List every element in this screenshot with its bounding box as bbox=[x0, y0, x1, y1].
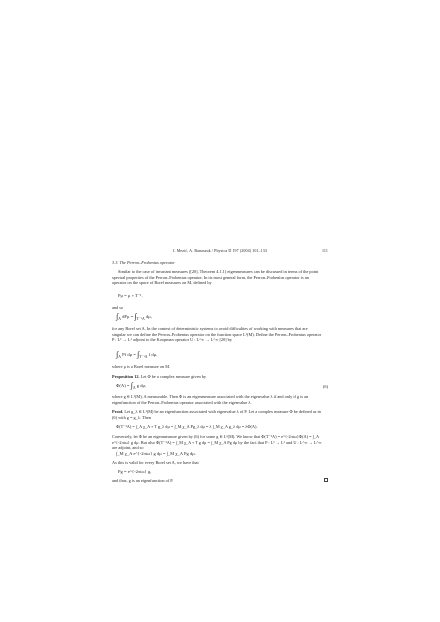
proof bbox=[112, 409, 322, 420]
running-header: I. Mezić, A. Banaszuk / Physica D 197 (2004) 101–133 bbox=[173, 248, 267, 253]
proposition-label: Proposition 12. bbox=[112, 374, 140, 379]
integral-subscript-tinv: T⁻¹A bbox=[136, 316, 145, 321]
page-number: 111 bbox=[321, 248, 328, 253]
text-borel-measure: where μ is a Borel measure on M. bbox=[112, 364, 171, 369]
equation-integral: $\int_A$ $dP\mu = \int_{T^{-1}A}$ dμ, bbox=[116, 312, 152, 321]
proof-label: Proof. bbox=[112, 409, 124, 414]
proposition-12 bbox=[112, 374, 322, 380]
section-title: 3.3. The Perron–Frobenius operator bbox=[112, 260, 175, 265]
equation-phi-definition: $\Phi(A) = \int_A$ g dμ, bbox=[116, 381, 147, 390]
qed-square bbox=[324, 478, 328, 482]
equation-converse: ∫_M χ_A e^{-2πiω} g dμ = ∫_M χ_A Pg dμ. bbox=[116, 451, 196, 456]
equation-adjoint-rhs: f dμ, bbox=[148, 352, 158, 357]
proof-body: Let g_λ ∈ L¹(M) be an eigenfunction associated with eigenvalue λ of P. Let a complex measure Φ be defined as in (6) with g = g_λ. Then bbox=[112, 409, 321, 420]
proposition-intro: Let Φ be a complex measure given by bbox=[140, 374, 207, 379]
equation-adjoint-lhs: Pf dμ = bbox=[122, 352, 136, 357]
integral-subscript-a: A bbox=[118, 316, 121, 321]
text-as-this: As this is valid for every Borel set A, we have that bbox=[112, 460, 199, 465]
equation-phi-lhs: Φ(A) = bbox=[116, 383, 130, 388]
proposition-body: where g ∈ L¹(M), A measurable. Then Φ is an eigenmeasure associated with the eigenvalue λ if and only if g is an eigenfunction of the Perron–Frobenius operator associated with the eigenvalue λ. bbox=[112, 394, 309, 405]
paragraph-function-space: for any Borel set A. In the context of deterministic systems to avoid difficulties of working with measures that are singular we can define the Perron–Frobenius operator on the function space L¹(M). Define the Perron–Frobenius operator P : L¹ → L¹ adjoint to the Koopman operator U : L^∞ → L^∞ [20] by bbox=[112, 326, 322, 343]
equation-adjoint: $\int_A$ Pf $d\mu = \int_{T^{-1}A}$ f dμ, bbox=[116, 350, 158, 359]
paragraph-converse: Conversely, let Φ be an eigenmeasure given by (6) for some g ∈ L¹(M). We know that Φ(T⁻¹A) = e^{-2πiω}Φ(A) = ∫_A e^{-2πiω} g dμ. But also Φ(T⁻¹A) = ∫_M χ_A ∘ T g dμ = ∫_M χ_A Pg dμ by the fact that P : L¹ → L¹ and U : L^∞ → L^∞ are adjoint, and so bbox=[112, 434, 322, 451]
equation-number-6: (6) bbox=[322, 384, 328, 389]
paragraph-intro: Similar to the case of invariant measures ([20], Theorem 4.1.1) eigenmeasures can be discussed in terms of the point spectral properties of the Perron–Frobenius operator. In its most general form, the Perron–Frobenius operator is an operator on the space of Borel measures on M, defined by bbox=[112, 269, 319, 286]
adjoint-subscript-tinv: T⁻¹A bbox=[139, 354, 148, 359]
text-and-so: and so bbox=[112, 305, 124, 310]
equation-phi-rhs: g dμ, bbox=[136, 383, 147, 388]
equation-proof: Φ(T⁻¹A) = ∫_A χ_A ∘ T g_λ dμ = ∫_M χ_A Pg_λ dμ = λ ∫_M χ_A g_λ dμ = λΦ(A). bbox=[116, 424, 258, 429]
equation-integral-lhs: dPμ = bbox=[122, 314, 134, 319]
equation-final: Pg = e^{-2πiω} g, bbox=[118, 469, 152, 474]
adjoint-subscript-a: A bbox=[118, 354, 121, 359]
text-conclusion: and thus, g is an eigenfunction of P. bbox=[112, 478, 174, 483]
equation-pf-definition: Pμ = μ ∘ T⁻¹, bbox=[118, 293, 143, 298]
phi-subscript-a: A bbox=[132, 385, 136, 390]
equation-integral-rhs: dμ, bbox=[145, 314, 152, 319]
